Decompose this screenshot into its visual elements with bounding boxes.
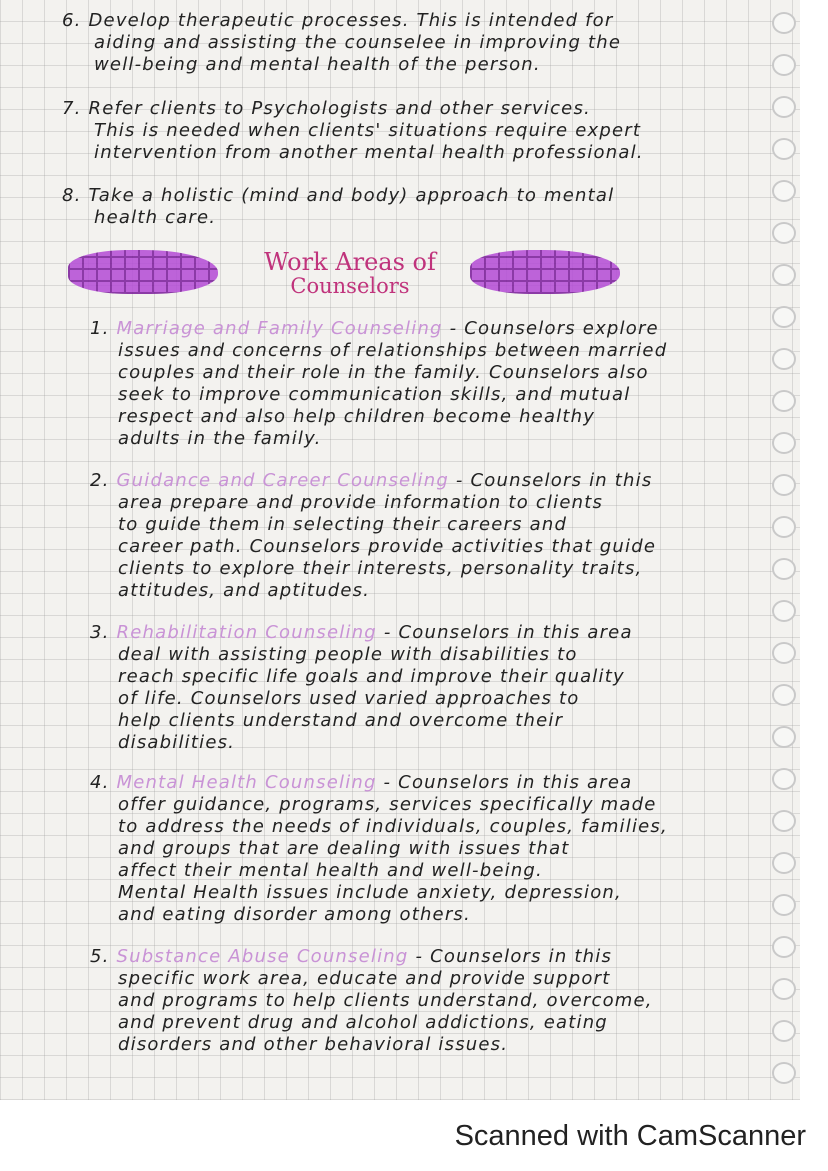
text-line: and programs to help clients understand, overcome, — [118, 990, 653, 1011]
binder-ring-icon — [772, 516, 796, 538]
work-area-heading: Substance Abuse Counseling — [116, 946, 409, 967]
binder-ring-icon — [772, 642, 796, 664]
text-line: specific work area, educate and provide support — [118, 968, 611, 989]
text-line: well-being and mental health of the person. — [94, 54, 541, 75]
text-segment: - Counselors in this area — [376, 622, 633, 643]
binder-ring-icon — [772, 978, 796, 1000]
text-line: clients to explore their interests, personality traits, — [118, 558, 643, 579]
work-area-item — [90, 318, 667, 450]
text-line: disorders and other behavioral issues. — [118, 1034, 509, 1055]
binder-ring-icon — [772, 1020, 796, 1042]
text-line: seek to improve communication skills, and mutual — [118, 384, 631, 405]
item-number: 5. — [90, 946, 110, 967]
binder-ring-icon — [772, 768, 796, 790]
text-segment: - Counselors in this — [408, 946, 613, 967]
binder-ring-icon — [772, 810, 796, 832]
section-title: Work Areas of — [264, 248, 436, 276]
binder-ring-icon — [772, 222, 796, 244]
text-line: reach specific life goals and improve their quality — [118, 666, 625, 687]
item-number: 3. — [90, 622, 110, 643]
binder-ring-icon — [772, 852, 796, 874]
text-line: help clients understand and overcome their — [118, 710, 564, 731]
text-segment: - Counselors in this area — [376, 772, 633, 793]
item-number: 4. — [90, 772, 110, 793]
work-area-item — [90, 946, 653, 1056]
text-line: and groups that are dealing with issues that — [118, 838, 570, 859]
list-item — [62, 10, 621, 76]
binder-ring-icon — [772, 726, 796, 748]
binder-ring-icon — [772, 96, 796, 118]
text-line — [90, 946, 653, 968]
work-area-item — [90, 622, 633, 754]
text-line: area prepare and provide information to clients — [118, 492, 604, 513]
text-line: to address the needs of individuals, couples, families, — [118, 816, 668, 837]
text-line: career path. Counselors provide activities that guide — [118, 536, 657, 557]
text-line: offer guidance, programs, services specifically made — [118, 794, 657, 815]
item-number: 1. — [90, 318, 110, 339]
item-number: 2. — [90, 470, 110, 491]
text-line: This is needed when clients' situations require expert — [94, 120, 642, 141]
text-line: couples and their role in the family. Counselors also — [118, 362, 649, 383]
text-line: issues and concerns of relationships between married — [118, 340, 668, 361]
list-item — [62, 98, 644, 164]
text-line: to guide them in selecting their careers and — [118, 514, 568, 535]
text-line: 8. Take a holistic (mind and body) approach to mental — [62, 185, 615, 206]
binder-ring-icon — [772, 348, 796, 370]
text-line: aiding and assisting the counselee in improving the — [94, 32, 622, 53]
text-line: deal with assisting people with disabilities to — [118, 644, 578, 665]
work-area-heading: Guidance and Career Counseling — [116, 470, 449, 491]
text-line: health care. — [94, 207, 217, 228]
binder-ring-icon — [772, 138, 796, 160]
text-line — [90, 318, 667, 340]
binder-ring-icon — [772, 894, 796, 916]
text-segment: - Counselors explore — [442, 318, 659, 339]
text-line: Mental Health issues include anxiety, depression, — [118, 882, 622, 903]
text-line: intervention from another mental health professional. — [94, 142, 644, 163]
section-title-line2: Counselors — [290, 274, 410, 298]
binder-ring-icon — [772, 558, 796, 580]
binder-ring-icon — [772, 600, 796, 622]
work-area-item — [90, 772, 668, 926]
text-line: and prevent drug and alcohol addictions, eating — [118, 1012, 608, 1033]
text-line — [90, 622, 633, 644]
binder-ring-icon — [772, 306, 796, 328]
text-line — [90, 470, 656, 492]
text-line: 7. Refer clients to Psychologists and other services. — [62, 98, 591, 119]
text-line: disabilities. — [118, 732, 236, 753]
binder-ring-icon — [772, 474, 796, 496]
binder-ring-icon — [772, 390, 796, 412]
binder-ring-icon — [772, 12, 796, 34]
binder-ring-icon — [772, 432, 796, 454]
scanner-watermark: Scanned with CamScanner — [454, 1120, 806, 1152]
binder-ring-icon — [772, 1062, 796, 1084]
text-line: and eating disorder among others. — [118, 904, 471, 925]
binder-ring-icon — [772, 684, 796, 706]
work-area-heading: Mental Health Counseling — [116, 772, 377, 793]
text-line: 6. Develop therapeutic processes. This is intended for — [62, 10, 614, 31]
text-line: affect their mental health and well-being. — [118, 860, 543, 881]
text-line: attitudes, and aptitudes. — [118, 580, 371, 601]
work-area-heading: Rehabilitation Counseling — [116, 622, 377, 643]
work-area-item — [90, 470, 656, 602]
list-item — [62, 185, 614, 229]
text-line: adults in the family. — [118, 428, 322, 449]
binder-ring-icon — [772, 936, 796, 958]
binder-ring-icon — [772, 54, 796, 76]
work-area-heading: Marriage and Family Counseling — [116, 318, 443, 339]
binder-ring-icon — [772, 180, 796, 202]
text-line — [90, 772, 668, 794]
binder-ring-icon — [772, 264, 796, 286]
text-line: of life. Counselors used varied approaches to — [118, 688, 580, 709]
text-line: respect and also help children become healthy — [118, 406, 596, 427]
text-segment: - Counselors in this — [448, 470, 653, 491]
